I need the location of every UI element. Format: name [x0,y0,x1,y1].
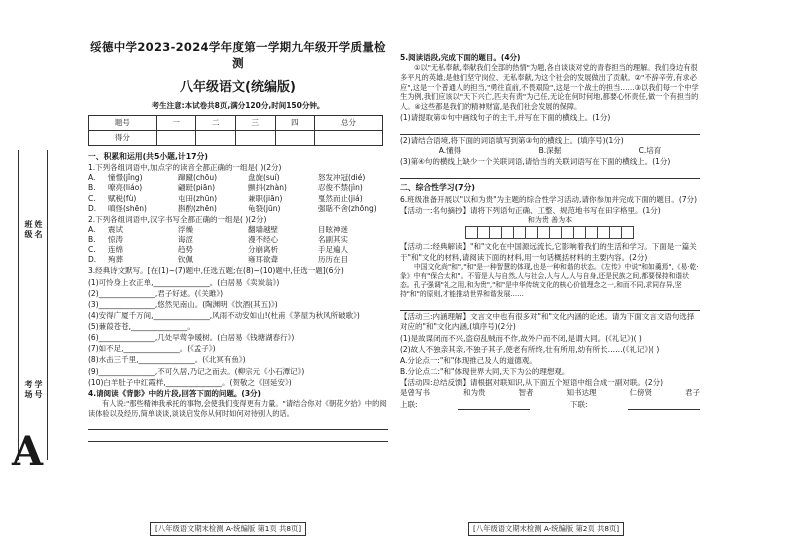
couplet-word: 知书达理 [566,388,597,398]
option: A.懂得 [438,145,462,155]
question-5-2: (2)请结合语境,将下面的词语填写到第③句的横线上。(填序号)(1分) [400,135,624,145]
recital-line: (1)可怜身上衣正单,_______________。(白居易《卖炭翁》) [88,277,280,287]
option: C.培育 [638,145,662,155]
score-cell[interactable] [196,130,236,145]
activity-1: 【活动一:名句摘抄】请将下列语句正确、工整、规范地书写在田字格里。(1分) [400,205,661,215]
question-5-3: (3)第④句的横线上缺少一个关联词语,请恰当的关联词语写在下面的横线上。(1分) [400,157,671,167]
option-key: D. [88,255,97,265]
answer-line[interactable] [88,418,388,430]
answer-line[interactable] [400,123,700,135]
exam-title: 绥德中学2023-2024学年度第一学期九年级开学质量检测 [90,40,386,70]
question-4-text: 有人说:"那些精神我承托的事物,会使我们变得更有力量。"请结合你对《朝花夕拾》中的阅读体验以及经历,简单谈谈,谈谈启发你从何时如何对待别人的话。 [88,398,387,418]
activity-4: 【活动四:总结反馈】请根据对联知识,从下面五个短语中组合成一副对联。(2分) [400,378,664,388]
recital-line: (5)蒹葭苍苍,_______________。 [88,322,195,332]
recital-line: (4)安得广厦千万间,_______________,风雨不动安如山!(杜甫《茅屋为秋风所破歌》) [88,310,360,320]
option: 连绵 [108,245,123,255]
answer-line[interactable] [400,299,700,311]
spine-label-number: 学号 [34,380,43,400]
option: 赋税(fù) [108,193,137,203]
option: 翩跹(piān) [178,183,216,193]
option: 翻墙越壁 [248,224,278,234]
option-key: A. [88,173,96,183]
answer-line[interactable] [400,167,700,179]
option: 蹿蹴(chōu) [178,173,218,183]
option: 憧憬(jǐng) [108,173,143,183]
option-key: A. [88,224,96,234]
activity-3-item: (2)故人不独亲其亲,不独子其子,使老有所终,壮有所用,幼有所长……(《礼记》)( ) [400,344,660,354]
score-header-cell: 一 [156,115,196,130]
option: 震试 [108,224,123,234]
option-key: C. [88,245,96,255]
couplet-word: 仁傍贤 [629,388,652,398]
option: 斟酌(zhēn) [178,203,217,213]
option: 名副其实 [318,235,348,245]
question-1: 1.下列各组词语中,加点字的读音全都正确的一组是( )(2分) [88,163,282,173]
couplet-answer [400,400,700,410]
recital-line: (3)_______________,悠然见南山。(陶渊明《饮酒(其五)》) [88,299,278,309]
option: 盘旋(suí) [248,173,280,183]
question-5-passage: ①以"无私奉献,奉献我们全部的热情"为题,各自谈谈对党的青春担当的理解。我们身边有很多平凡的英雄,是他们坚守岗位、无私奉献,为这个社会的发展做出了贡献。②"不辞辛劳,有求必应",这是一个普通人的担当,"勇往直前,不畏艰险",这是一个战士的担当……③以我们每一个中学生为例,我们应该以"天下兴亡,匹夫有责"为己任,无论在何时何地,都要心怀责任,做一个有担当的人。④这些都是我们的精神财富,是我们社会发展的保障。 [400,63,699,111]
option: 嗔怪(shēn) [108,203,147,213]
page-footer-1: [八年级语文期末检测 A-统编版 第1页 共8页] [150,522,306,536]
recital-line: (8)水击三千里,_______________。(《北冥有鱼》) [88,355,246,365]
score-cell[interactable] [156,130,196,145]
question-5-2-options [400,146,700,156]
spine-label-room: 考场 [24,380,33,400]
section-heading: 一、积累和运用(共5小题,计17分) [88,151,208,161]
option: B.深掘 [538,145,562,155]
left-page [88,40,388,510]
section-heading: 二、综合性学习(7分) [400,183,475,193]
exam-subtitle: 八年级语文(统编版) [180,80,296,96]
option: 殉葬 [108,255,123,265]
activity-3: 【活动三:内涵理解】文言文中也有很多对"和"文化内涵的论述。请为下面文言文语句选择对应的"和"文化内涵,(填序号)(2分) [400,312,695,332]
option: 怒发冲冠(dié) [318,173,366,183]
score-row [89,130,383,145]
question-2: 2.下列各组词语中,汉字书写全都正确的一组是( )(2分) [88,214,267,224]
option: 钦佩 [178,255,193,265]
exam-note: 考生注意:本试卷共8页,满分120分,时间150分钟。 [151,100,325,110]
couplet-lower-label: 下联: [570,400,588,410]
question-6: 6.班级准备开展以"以和为贵"为主题的综合性学习活动,请你参加并完成下面的题目。(7分) [400,194,698,204]
couplet-word: 和为贵 [463,388,486,398]
option-key: B. [88,183,96,193]
score-header-cell: 二 [196,115,236,130]
option: 手足遍人 [318,245,348,255]
question-3: 3.经典诗文默写。[在(1)~(7)题中,任选五题;在(8)~(10)题中,任选一题](6分) [88,266,344,276]
option: 目眩神迷 [318,224,348,234]
couplet-lower-line[interactable] [628,400,700,410]
activity-2: 【活动二:经典解读】"和"文化在中国源远流长,它影响着我们的生活和学习。下面是一篇关于"和"文化的材料,请阅读下面的材料,用一句话概括材料的主要内容。(2分) [400,242,697,262]
option: 龟裂(jūn) [248,203,281,213]
question-4: 4.请阅读《背影》中的片段,回答下面的问题。(3分) [88,388,261,398]
question-2-options [88,225,388,266]
score-cell[interactable] [275,130,315,145]
activity-2-material: 中国文化尚"和","和"是一种智慧的体现,也是一种和谐的状态。《左传》中说"和如羹焉",《易·乾·彖》中有"保合太和"。不管是人与自然,人与社会,人与人,人与自身,还是民族之间,都要保持和谐状态。孔子强调"礼之用,和为贵","和"是中华传统文化的核心价值理念之一,和而不同,求同存异,坚持"和"的原则,才能推动世界和谐发展…… [400,262,699,299]
activity-3-choice: B.分论点二:"和"体现世界大同,天下为公的理想观。 [400,366,570,376]
couplet-word: 是曾写书 [400,388,430,398]
couplet-upper-label: 上联: [400,400,418,410]
score-cell[interactable] [235,130,275,145]
recital-line: (10)白羊肚子中红霞样,_______________。(贺敬之《回延安》) [88,377,292,387]
option: 屯田(zhūn) [178,193,218,203]
option: 雍耳欲聋 [248,255,278,265]
option: 历历在目 [318,255,348,265]
copy-phrase: 和为贵 善为本 [527,215,573,224]
paper-version-mark: A [12,428,44,475]
couplet-upper-line[interactable] [458,400,530,410]
option: 嘹亮(liáo) [108,183,143,193]
score-row-label: 得分 [89,130,157,145]
question-5-1: (1)请提取第①句中画线句子的主干,并写在下面的横线上。(1分) [400,112,611,122]
right-page [400,52,700,512]
couplet-word: 智者 [518,388,534,398]
option: 兼职(jiān) [248,193,283,203]
couplet-words [400,388,700,398]
option: 戛然而止(jiá) [318,193,363,203]
option-key: B. [88,235,96,245]
activity-3-choice: A.分论点一:"和"体现推己及人的道德观。 [400,355,537,365]
spine-label-class: 班级 [24,220,33,240]
score-header-cell: 四 [275,115,315,130]
score-header-cell: 题号 [89,115,157,130]
answer-line[interactable] [88,430,388,442]
score-cell[interactable] [315,130,383,145]
recital-line: (2)_______________,君子好逑。(《关雎》) [88,288,224,298]
option: 惊涛 [108,235,123,245]
page-footer-2: [八年级语文期末检测 A-统编版 第2页 共8页] [468,522,624,536]
option: 分崩离析 [248,245,278,255]
option: 趋势 [178,245,193,255]
option-key: D. [88,203,97,213]
option: 诲涩 [178,235,193,245]
option: 忍俊不禁(jìn) [318,183,363,193]
score-header-row [89,115,383,130]
option: 强聒不舍(zhōng) [318,203,377,213]
score-header-cell: 总分 [315,115,383,130]
couplet-word: 君子 [685,388,700,398]
score-header-cell: 三 [235,115,275,130]
option: 颤抖(zhàn) [248,183,287,193]
spine-label-name: 姓名 [34,220,43,240]
recital-line: (7)如不足,_______________。(《孟子》) [88,344,216,354]
question-5: 5.阅读语段,完成下面的题目。(4分) [400,53,521,62]
option-key: C. [88,193,96,203]
recital-line: (6)_______________,几处早莺争暖树。(白居易《钱塘湖春行》) [88,333,295,343]
binding-margin [18,150,48,460]
score-table [88,115,383,146]
option: 漫不经心 [248,235,278,245]
activity-3-item: (1)是故谋闭而不兴,盗窃乱贼而不作,故外户而不闭,是谓大同。(《礼记》)( ) [400,333,642,343]
writing-grid[interactable] [400,226,700,239]
recital-line: (9)_______________,不可久居,乃记之而去。(柳宗元《小石潭记》) [88,366,305,376]
question-1-options [88,173,388,214]
option: 浮燥 [178,224,193,234]
